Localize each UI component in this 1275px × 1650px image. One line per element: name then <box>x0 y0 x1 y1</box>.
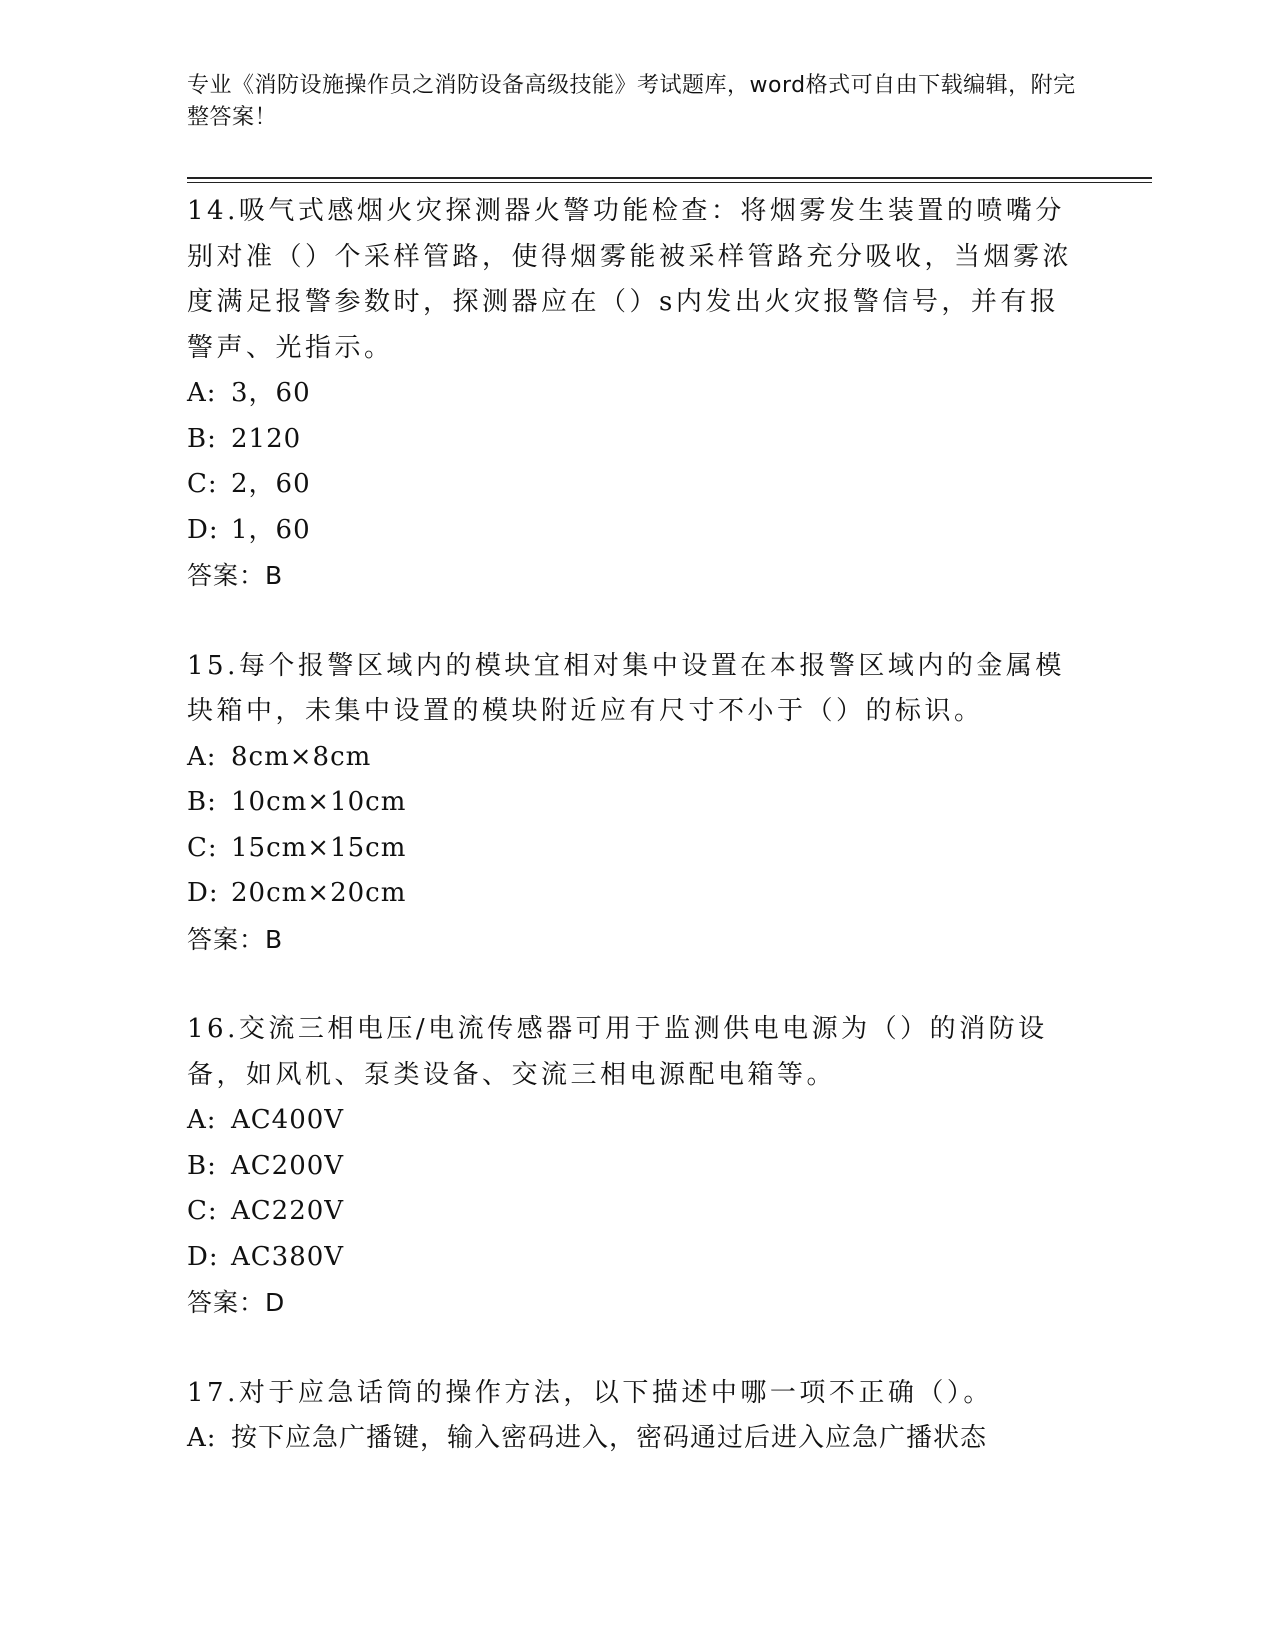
option-text: AC380V <box>231 1241 345 1272</box>
option-letter: C: <box>187 832 218 863</box>
header-divider <box>187 177 1152 183</box>
option-d <box>187 1235 1087 1281</box>
option-letter: D: <box>187 1241 219 1272</box>
option-a <box>187 735 1087 781</box>
option-text: 2，60 <box>231 469 311 499</box>
question-16 <box>187 1007 1087 1326</box>
option-a <box>187 1416 1087 1462</box>
option-text: AC220V <box>231 1196 345 1226</box>
option-letter: A: <box>187 741 217 772</box>
option-c <box>187 1189 1087 1235</box>
option-a <box>187 1098 1087 1144</box>
option-letter: C: <box>187 1196 218 1226</box>
question-15 <box>187 644 1087 963</box>
question-17 <box>187 1371 1087 1462</box>
option-text: 1，60 <box>231 514 311 545</box>
option-text: AC200V <box>231 1150 345 1181</box>
option-text: AC400V <box>231 1105 345 1135</box>
question-stem: 16.交流三相电压/电流传感器可用于监测供电电源为（）的消防设备，如风机、泵类设备、交流三相电源配电箱等。 <box>187 1014 1048 1090</box>
option-letter: D: <box>187 514 219 545</box>
answer-line: 答案：D <box>187 1288 286 1317</box>
option-c <box>187 462 1087 508</box>
option-c <box>187 826 1087 872</box>
option-letter: C: <box>187 469 218 499</box>
option-b <box>187 780 1087 826</box>
question-list <box>187 189 1087 1462</box>
option-d <box>187 871 1087 917</box>
question-14 <box>187 189 1087 599</box>
option-text: 10cm×10cm <box>231 787 407 817</box>
option-letter: D: <box>187 878 219 908</box>
option-text: 按下应急广播键，输入密码进入，密码通过后进入应急广播状态 <box>231 1423 988 1453</box>
document-header <box>187 70 1077 134</box>
option-text: 15cm×15cm <box>231 832 407 863</box>
answer-line: 答案：B <box>187 924 284 954</box>
option-letter: B: <box>187 787 217 817</box>
option-b <box>187 1144 1087 1190</box>
answer-line: 答案：B <box>187 561 284 590</box>
option-d <box>187 508 1087 554</box>
option-b <box>187 417 1087 463</box>
option-letter: A: <box>187 1105 217 1135</box>
option-letter: A: <box>187 378 217 408</box>
option-a <box>187 371 1087 417</box>
question-stem: 14.吸气式感烟火灾探测器火警功能检查：将烟雾发生装置的喷嘴分别对准（）个采样管路，使得烟雾能被采样管路充分吸收，当烟雾浓度满足报警参数时，探测器应在（）s内发出火灾报警信号，并有报警声、光指示。 <box>187 196 1073 363</box>
option-text: 20cm×20cm <box>231 878 407 908</box>
question-stem: 17.对于应急话筒的操作方法，以下描述中哪一项不正确（）。 <box>187 1377 993 1408</box>
question-stem: 15.每个报警区域内的模块宜相对集中设置在本报警区域内的金属模块箱中，未集中设置的模块附近应有尺寸不小于（）的标识。 <box>187 650 1065 726</box>
option-text: 8cm×8cm <box>231 741 372 772</box>
option-text: 2120 <box>231 423 302 454</box>
header-intro-text: 专业《消防设施操作员之消防设备高级技能》考试题库，word格式可自由下载编辑，附完整答案！ <box>187 73 1076 130</box>
option-text: 3，60 <box>231 378 311 408</box>
option-letter: B: <box>187 1150 217 1181</box>
option-letter: B: <box>187 423 217 454</box>
option-letter: A: <box>187 1423 217 1453</box>
